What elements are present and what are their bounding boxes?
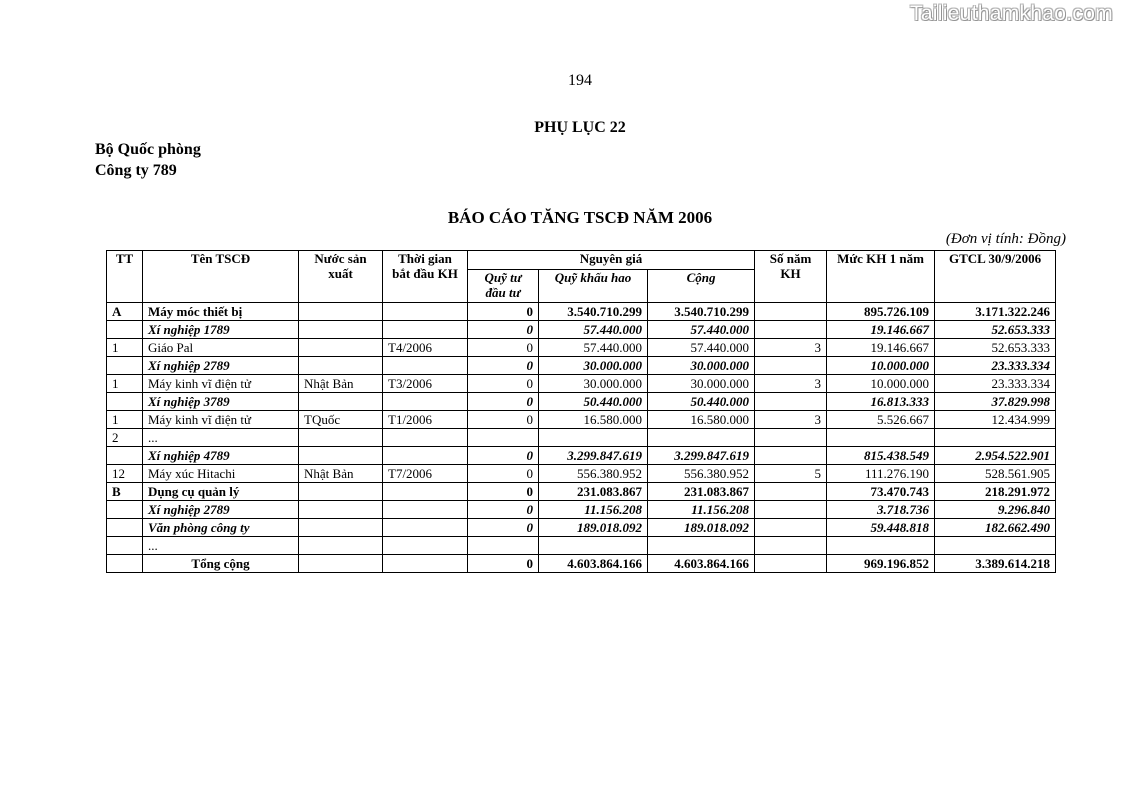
cell-years [755,537,827,555]
asset-increase-table [106,250,1056,573]
table-row [107,519,1056,537]
cell-start-time [383,429,468,447]
table-row [107,447,1056,465]
cell-depreciation-fund [539,429,648,447]
cell-country [299,501,383,519]
cell-annual-depreciation: 73.470.743 [827,483,935,501]
cell-investment-fund: 0 [468,447,539,465]
header-years: Số năm KH [755,251,827,303]
cell-start-time [383,483,468,501]
cell-depreciation-fund: 50.440.000 [539,393,648,411]
cell-annual-depreciation: 10.000.000 [827,375,935,393]
cell-asset-name: Máy kinh vĩ điện tử [143,375,299,393]
cell-tt: 12 [107,465,143,483]
cell-start-time: T7/2006 [383,465,468,483]
cell-depreciation-fund: 3.540.710.299 [539,303,648,321]
cell-start-time [383,321,468,339]
cell-asset-name: Xí nghiệp 3789 [143,393,299,411]
cell-annual-depreciation: 10.000.000 [827,357,935,375]
cell-years: 3 [755,411,827,429]
total-tt [107,555,143,573]
cell-sum [648,429,755,447]
cell-sum: 16.580.000 [648,411,755,429]
cell-depreciation-fund: 3.299.847.619 [539,447,648,465]
cell-years [755,303,827,321]
cell-tt [107,519,143,537]
total-sum: 4.603.864.166 [648,555,755,573]
appendix-title: PHỤ LỤC 22 [534,119,626,136]
cell-asset-name: ... [143,429,299,447]
cell-depreciation-fund: 16.580.000 [539,411,648,429]
cell-remaining-value: 23.333.334 [935,375,1056,393]
cell-sum: 231.083.867 [648,483,755,501]
cell-depreciation-fund: 57.440.000 [539,339,648,357]
report-title: BÁO CÁO TĂNG TSCĐ NĂM 2006 [447,208,713,227]
cell-years [755,429,827,447]
cell-remaining-value: 52.653.333 [935,339,1056,357]
cell-remaining-value: 3.171.322.246 [935,303,1056,321]
header-start-time: Thời gian bắt đầu KH [383,251,468,303]
cell-investment-fund: 0 [468,465,539,483]
cell-start-time [383,393,468,411]
cell-investment-fund: 0 [468,393,539,411]
cell-annual-depreciation: 5.526.667 [827,411,935,429]
table-row [107,303,1056,321]
cell-start-time [383,447,468,465]
cell-investment-fund: 0 [468,483,539,501]
cell-depreciation-fund: 30.000.000 [539,357,648,375]
cell-sum: 57.440.000 [648,339,755,357]
cell-annual-depreciation: 111.276.190 [827,465,935,483]
cell-annual-depreciation [827,429,935,447]
cell-annual-depreciation: 3.718.736 [827,501,935,519]
cell-country [299,339,383,357]
header-sum: Cộng [648,270,755,303]
header-annual-depreciation: Mức KH 1 năm [827,251,935,303]
cell-investment-fund: 0 [468,357,539,375]
cell-remaining-value: 9.296.840 [935,501,1056,519]
cell-country [299,519,383,537]
cell-sum: 556.380.952 [648,465,755,483]
cell-asset-name: Xí nghiệp 2789 [143,501,299,519]
cell-sum: 57.440.000 [648,321,755,339]
cell-country [299,429,383,447]
cell-depreciation-fund: 556.380.952 [539,465,648,483]
cell-investment-fund: 0 [468,339,539,357]
cell-asset-name: Xí nghiệp 1789 [143,321,299,339]
cell-remaining-value: 218.291.972 [935,483,1056,501]
cell-annual-depreciation: 815.438.549 [827,447,935,465]
header-remaining-value: GTCL 30/9/2006 [935,251,1056,303]
cell-asset-name: Văn phòng công ty [143,519,299,537]
cell-remaining-value: 182.662.490 [935,519,1056,537]
cell-years [755,483,827,501]
cell-investment-fund: 0 [468,519,539,537]
cell-years: 3 [755,339,827,357]
cell-asset-name: Xí nghiệp 4789 [143,447,299,465]
cell-start-time [383,501,468,519]
total-label: Tổng cộng [143,555,299,573]
cell-country [299,483,383,501]
header-investment-fund: Quỹ tư đầu tư [468,270,539,303]
cell-tt [107,447,143,465]
organization-company: Công ty 789 [95,162,177,179]
cell-tt: 1 [107,339,143,357]
cell-investment-fund: 0 [468,411,539,429]
cell-depreciation-fund: 11.156.208 [539,501,648,519]
cell-asset-name: Giáo Pal [143,339,299,357]
cell-years [755,501,827,519]
table-row [107,339,1056,357]
total-remaining-value: 3.389.614.218 [935,555,1056,573]
cell-asset-name: Máy xúc Hitachi [143,465,299,483]
table-row [107,375,1056,393]
cell-asset-name: Dụng cụ quản lý [143,483,299,501]
cell-annual-depreciation: 895.726.109 [827,303,935,321]
cell-start-time [383,537,468,555]
cell-investment-fund: 0 [468,321,539,339]
total-investment-fund: 0 [468,555,539,573]
cell-depreciation-fund: 189.018.092 [539,519,648,537]
cell-years: 5 [755,465,827,483]
cell-investment-fund [468,429,539,447]
cell-tt: B [107,483,143,501]
cell-tt [107,357,143,375]
unit-note: (Đơn vị tính: Đồng) [945,231,1066,247]
table-row [107,537,1056,555]
cell-asset-name: Máy móc thiết bị [143,303,299,321]
table-row [107,483,1056,501]
cell-remaining-value: 37.829.998 [935,393,1056,411]
cell-investment-fund: 0 [468,375,539,393]
cell-country: Nhật Bản [299,375,383,393]
cell-start-time [383,519,468,537]
table-row [107,393,1056,411]
header-tt: TT [107,251,143,303]
page-number: 194 [568,72,592,89]
cell-tt: 1 [107,411,143,429]
cell-tt: 1 [107,375,143,393]
header-original-price: Nguyên giá [468,251,755,270]
cell-tt [107,321,143,339]
watermark: Tailieuthamkhao.com [910,2,1113,25]
cell-tt [107,501,143,519]
cell-remaining-value: 2.954.522.901 [935,447,1056,465]
cell-annual-depreciation: 59.448.818 [827,519,935,537]
cell-asset-name: Máy kinh vĩ điện tử [143,411,299,429]
cell-annual-depreciation [827,537,935,555]
total-time [383,555,468,573]
cell-sum: 30.000.000 [648,375,755,393]
cell-tt [107,393,143,411]
total-annual-depreciation: 969.196.852 [827,555,935,573]
table-row [107,321,1056,339]
header-asset-name: Tên TSCĐ [143,251,299,303]
cell-years [755,393,827,411]
table-row [107,357,1056,375]
cell-country [299,303,383,321]
cell-years: 3 [755,375,827,393]
organization-ministry: Bộ Quốc phòng [95,141,201,158]
cell-depreciation-fund: 57.440.000 [539,321,648,339]
cell-remaining-value [935,537,1056,555]
total-country [299,555,383,573]
header-depreciation-fund: Quỹ khấu hao [539,270,648,303]
cell-sum: 50.440.000 [648,393,755,411]
cell-start-time [383,303,468,321]
cell-asset-name: ... [143,537,299,555]
cell-years [755,321,827,339]
cell-annual-depreciation: 16.813.333 [827,393,935,411]
cell-remaining-value: 52.653.333 [935,321,1056,339]
cell-years [755,519,827,537]
cell-tt: A [107,303,143,321]
cell-start-time [383,357,468,375]
cell-sum: 189.018.092 [648,519,755,537]
total-row [107,555,1056,573]
cell-asset-name: Xí nghiệp 2789 [143,357,299,375]
table-row [107,501,1056,519]
cell-sum: 30.000.000 [648,357,755,375]
cell-country [299,537,383,555]
cell-investment-fund: 0 [468,303,539,321]
cell-years [755,447,827,465]
cell-start-time: T3/2006 [383,375,468,393]
table-row [107,465,1056,483]
cell-sum: 3.299.847.619 [648,447,755,465]
cell-years [755,357,827,375]
cell-start-time: T4/2006 [383,339,468,357]
total-years [755,555,827,573]
cell-depreciation-fund [539,537,648,555]
table-row [107,411,1056,429]
cell-tt [107,537,143,555]
cell-tt: 2 [107,429,143,447]
cell-depreciation-fund: 30.000.000 [539,375,648,393]
cell-country [299,321,383,339]
cell-depreciation-fund: 231.083.867 [539,483,648,501]
table-row [107,429,1056,447]
header-country: Nước sản xuất [299,251,383,303]
cell-country: TQuốc [299,411,383,429]
cell-country [299,357,383,375]
cell-country: Nhật Bản [299,465,383,483]
cell-country [299,447,383,465]
cell-remaining-value: 12.434.999 [935,411,1056,429]
cell-sum: 3.540.710.299 [648,303,755,321]
cell-start-time: T1/2006 [383,411,468,429]
cell-annual-depreciation: 19.146.667 [827,339,935,357]
cell-country [299,393,383,411]
total-depreciation-fund: 4.603.864.166 [539,555,648,573]
cell-sum: 11.156.208 [648,501,755,519]
cell-remaining-value: 23.333.334 [935,357,1056,375]
cell-sum [648,537,755,555]
cell-remaining-value [935,429,1056,447]
cell-investment-fund [468,537,539,555]
cell-remaining-value: 528.561.905 [935,465,1056,483]
cell-annual-depreciation: 19.146.667 [827,321,935,339]
cell-investment-fund: 0 [468,501,539,519]
